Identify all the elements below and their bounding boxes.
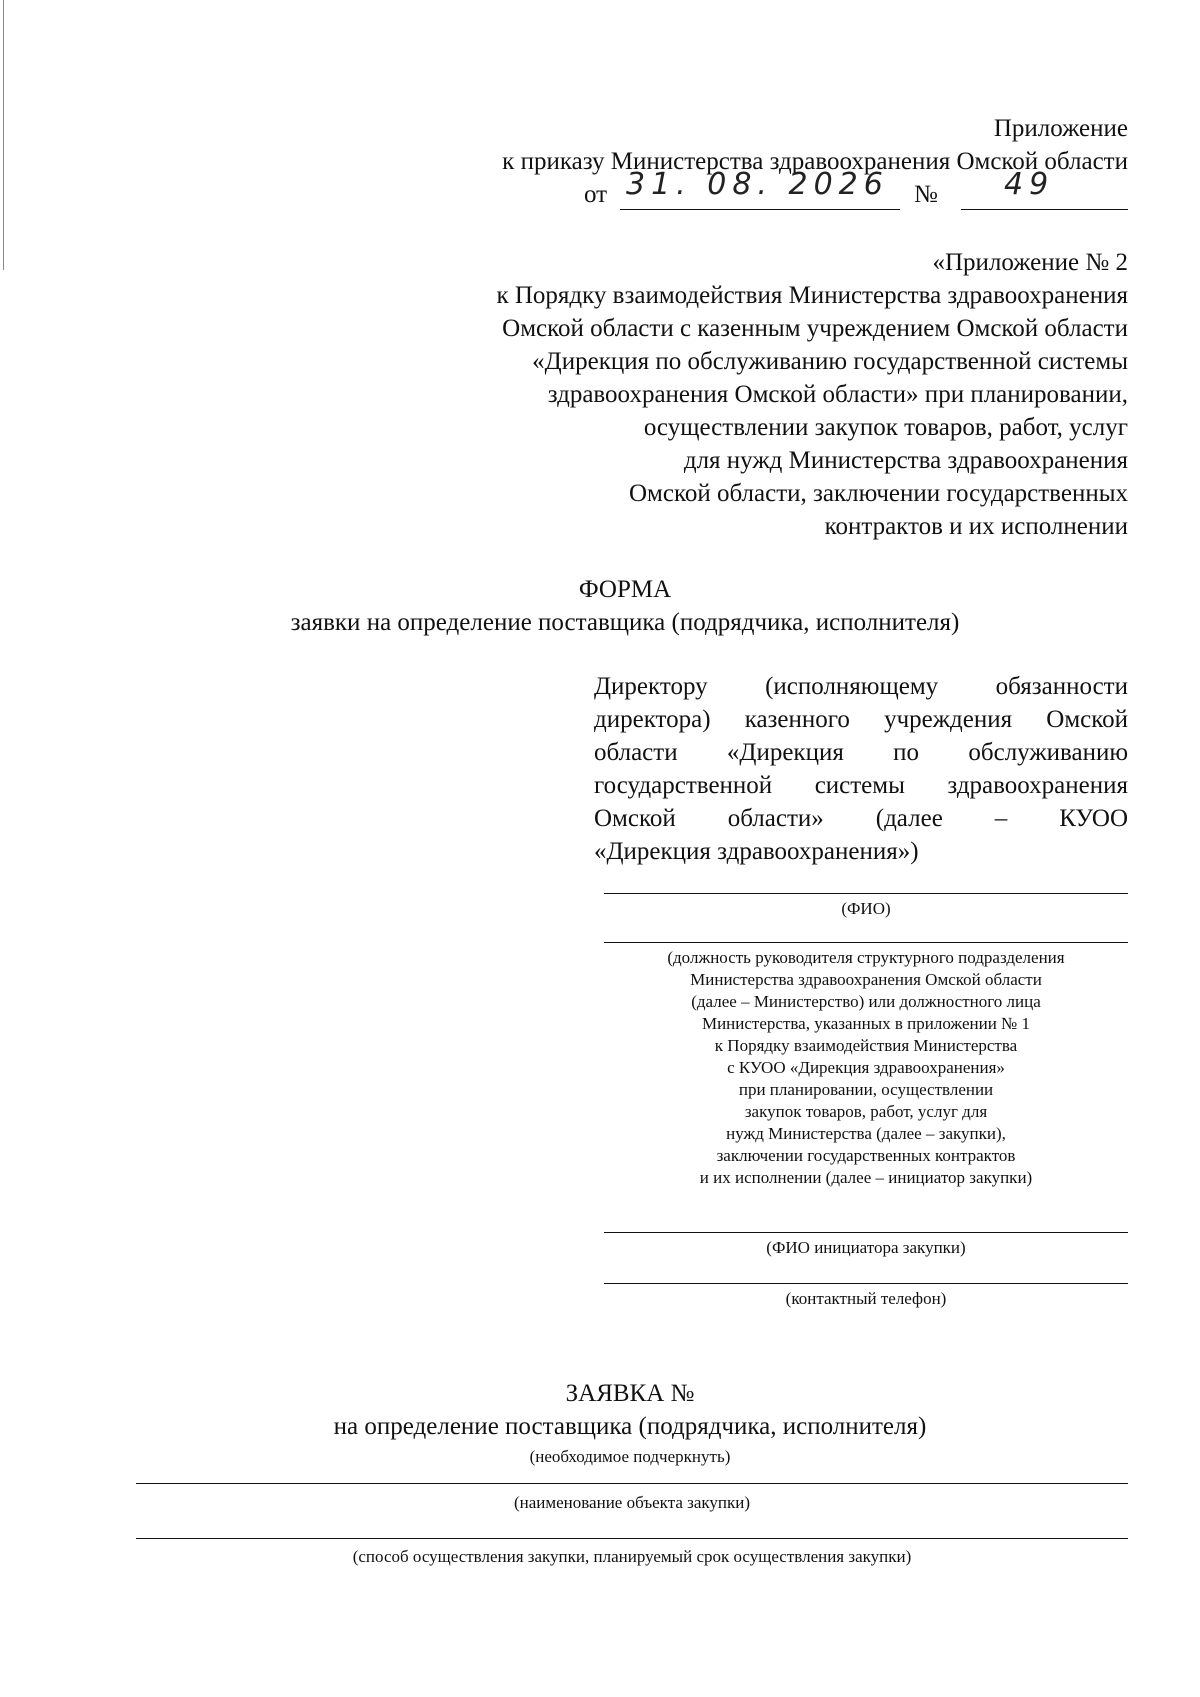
from-label: от bbox=[584, 181, 608, 208]
appendix2-line: «Дирекция по обслуживанию государственной системы bbox=[532, 348, 1128, 375]
appendix2-line: здравоохранения Омской области» при планировании, bbox=[547, 381, 1128, 408]
addressee-line: государственной системы здравоохранения bbox=[594, 772, 1128, 799]
position-caption-line: Министерства здравоохранения Омской области bbox=[690, 970, 1042, 989]
scan-edge bbox=[3, 0, 4, 270]
position-caption-line: закупок товаров, работ, услуг для bbox=[744, 1102, 988, 1121]
position-caption-line: нужд Министерства (далее – закупки), bbox=[726, 1124, 1006, 1143]
addressee-line: области «Дирекция по обслуживанию bbox=[594, 739, 1128, 766]
form-subtitle: заявки на определение поставщика (подрядчика, исполнителя) bbox=[290, 609, 960, 636]
appendix-label: Приложение bbox=[993, 115, 1128, 142]
appendix2-line: «Приложение № 2 bbox=[932, 249, 1128, 276]
object-line[interactable] bbox=[136, 1483, 1128, 1484]
method-caption: (способ осуществления закупки, планируемый срок осуществления закупки) bbox=[352, 1547, 912, 1566]
number-underline bbox=[961, 209, 1128, 210]
appendix2-line: контрактов и их исполнении bbox=[824, 513, 1128, 540]
appendix2-line: к Порядку взаимодействия Министерства здравоохранения bbox=[496, 282, 1128, 309]
position-caption-line: (должность руководителя структурного подразделения bbox=[667, 948, 1065, 967]
application-note: (необходимое подчеркнуть) bbox=[529, 1447, 731, 1466]
initiator-caption: (ФИО инициатора закупки) bbox=[766, 1238, 966, 1257]
order-date-row bbox=[584, 167, 1129, 214]
object-caption: (наименование объекта закупки) bbox=[513, 1493, 751, 1512]
phone-caption: (контактный телефон) bbox=[785, 1289, 947, 1308]
position-caption-line: и их исполнении (далее – инициатор закупки) bbox=[699, 1168, 1033, 1187]
method-line[interactable] bbox=[136, 1538, 1128, 1539]
order-number: 49 bbox=[1004, 167, 1055, 202]
addressee-line: Директору (исполняющему обязанности bbox=[594, 673, 1128, 700]
order-date: 31. 08. 2026 bbox=[626, 167, 889, 202]
position-caption-line: Министерства, указанных в приложении № 1 bbox=[701, 1014, 1031, 1033]
appendix2-line: для нужд Министерства здравоохранения bbox=[683, 447, 1128, 474]
position-caption-line: к Порядку взаимодействия Министерства bbox=[714, 1036, 1018, 1055]
fio-line[interactable] bbox=[604, 893, 1128, 894]
phone-line[interactable] bbox=[604, 1283, 1128, 1284]
addressee-line: «Дирекция здравоохранения») bbox=[594, 838, 919, 865]
fio-caption: (ФИО) bbox=[841, 899, 891, 918]
date-underline bbox=[620, 209, 900, 210]
addressee-line: Омской области» (далее – КУОО bbox=[594, 805, 1128, 832]
appendix2-line: осуществлении закупок товаров, работ, услуг bbox=[643, 414, 1128, 441]
position-line[interactable] bbox=[604, 942, 1128, 943]
form-title: ФОРМА bbox=[578, 576, 672, 603]
appendix2-line: Омской области с казенным учреждением Омской области bbox=[502, 315, 1128, 342]
form-title-block bbox=[150, 573, 1100, 639]
position-caption-line: с КУОО «Дирекция здравоохранения» bbox=[727, 1058, 1005, 1077]
position-caption-line: (далее – Министерство) или должностного лица bbox=[691, 992, 1041, 1011]
position-caption-line: при планировании, осуществлении bbox=[738, 1080, 994, 1099]
appendix2-block bbox=[300, 246, 1128, 543]
initiator-line[interactable] bbox=[604, 1232, 1128, 1233]
application-block bbox=[200, 1377, 1060, 1443]
application-title: ЗАЯВКА № bbox=[565, 1380, 695, 1407]
addressee-line: директора) казенного учреждения Омской bbox=[594, 706, 1128, 733]
appendix2-line: Омской области, заключении государственных bbox=[628, 480, 1128, 507]
number-label: № bbox=[914, 181, 938, 208]
position-caption bbox=[604, 947, 1128, 1189]
addressee-block bbox=[594, 670, 1128, 868]
order-reference: к приказу Министерства здравоохранения Омской области bbox=[502, 148, 1128, 175]
position-caption-line: заключении государственных контрактов bbox=[716, 1146, 1016, 1165]
application-subtitle: на определение поставщика (подрядчика, исполнителя) bbox=[333, 1413, 927, 1440]
